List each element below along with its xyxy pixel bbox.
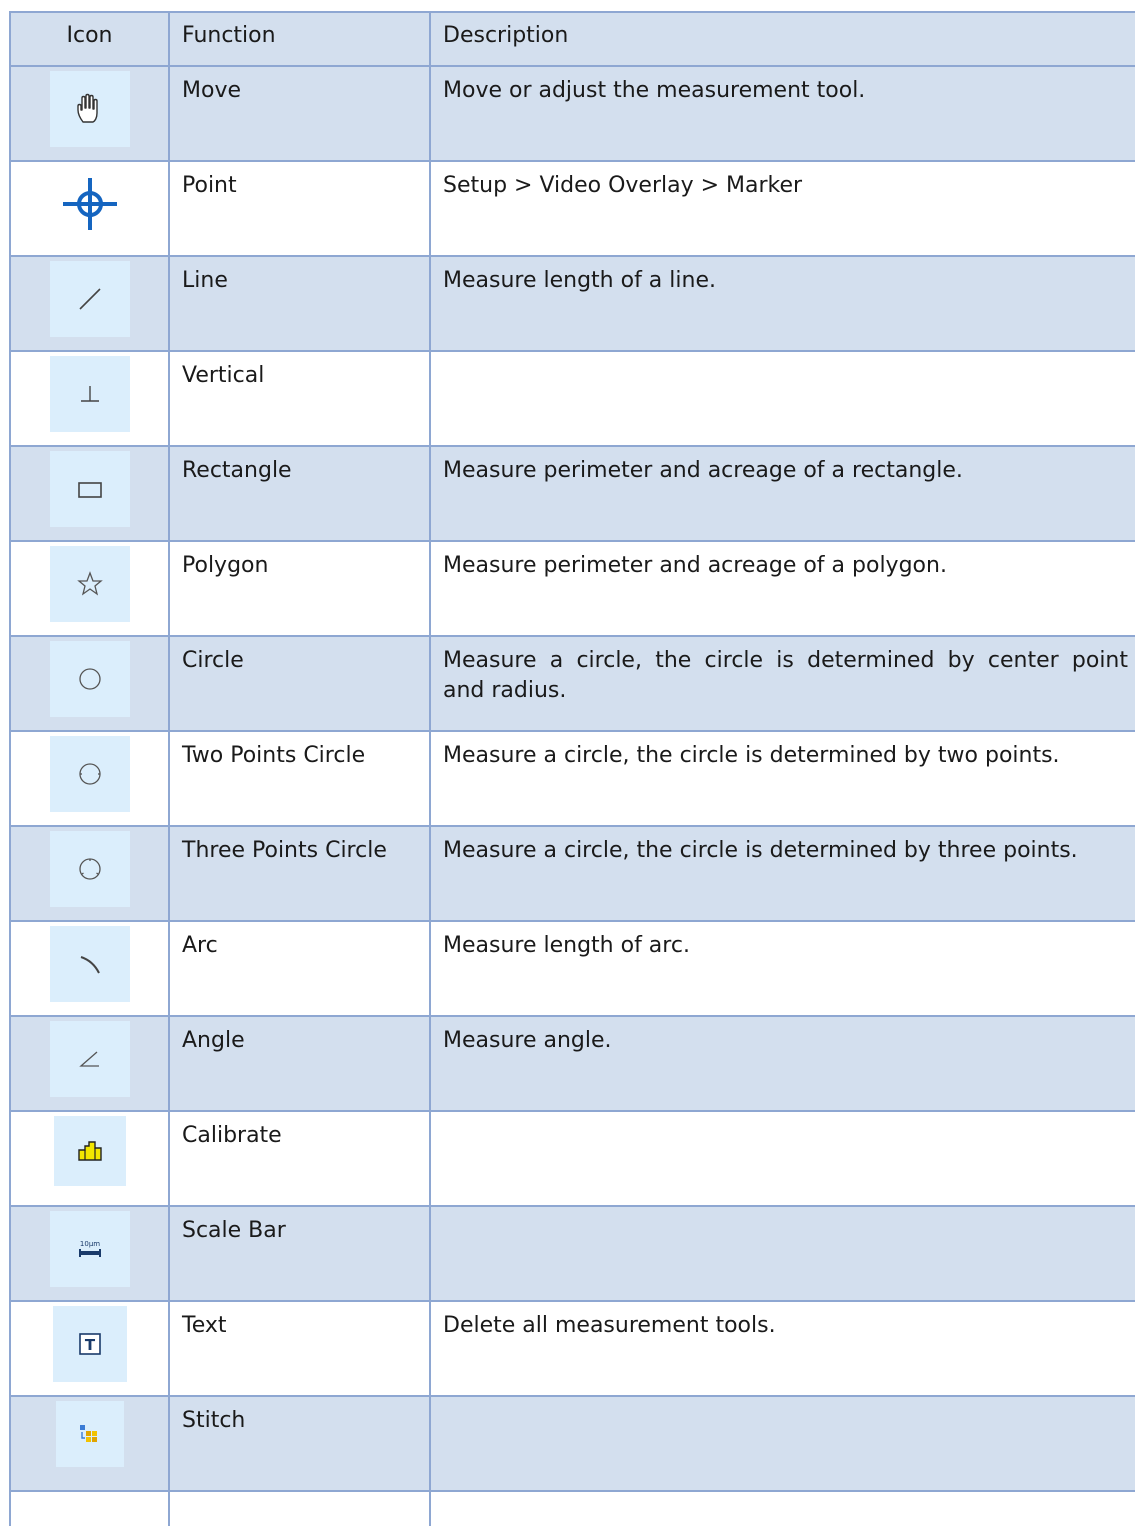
header-icon: Icon <box>10 12 169 66</box>
function-description: Move or adjust the measurement tool. <box>430 66 1135 161</box>
function-description: Measure a circle, the circle is determined by three points. <box>430 826 1135 921</box>
stitch-icon <box>56 1401 124 1467</box>
icon-cell <box>10 826 169 921</box>
icon-cell <box>10 1111 169 1206</box>
text-icon <box>53 1306 127 1382</box>
function-description: Measure perimeter and acreage of a polygon. <box>430 541 1135 636</box>
circle-icon <box>50 641 130 717</box>
function-description: Measure length of arc. <box>430 921 1135 1016</box>
function-description <box>430 351 1135 446</box>
function-name: Rectangle <box>169 446 430 541</box>
function-name: Line <box>169 256 430 351</box>
table-row <box>10 446 1135 541</box>
function-name: Angle <box>169 1016 430 1111</box>
function-name: Point <box>169 161 430 256</box>
icon-cell <box>10 1301 169 1396</box>
rectangle-icon <box>50 451 130 527</box>
calibrate-icon <box>54 1116 126 1186</box>
function-name: Polygon <box>169 541 430 636</box>
table-row-partial <box>10 1491 1135 1526</box>
function-description: Measure perimeter and acreage of a rectangle. <box>430 446 1135 541</box>
empty-cell <box>169 1491 430 1526</box>
icon-cell <box>10 256 169 351</box>
crosshair-icon <box>50 166 130 242</box>
polygon-star-icon <box>50 546 130 622</box>
function-description <box>430 1396 1135 1491</box>
function-description: Setup > Video Overlay > Marker <box>430 161 1135 256</box>
table-row <box>10 826 1135 921</box>
two-points-circle-icon <box>50 736 130 812</box>
text-icon-glyph: T <box>84 1336 95 1354</box>
table-row <box>10 1111 1135 1206</box>
table-row <box>10 1396 1135 1491</box>
function-name: Circle <box>169 636 430 731</box>
icon-cell <box>10 1396 169 1491</box>
icon-cell <box>10 66 169 161</box>
function-name: Text <box>169 1301 430 1396</box>
line-icon <box>50 261 130 337</box>
table-row <box>10 256 1135 351</box>
header-description: Description <box>430 12 1135 66</box>
icon-cell <box>10 1016 169 1111</box>
icon-cell <box>10 161 169 256</box>
function-name: Three Points Circle <box>169 826 430 921</box>
icon-cell <box>10 446 169 541</box>
table-row <box>10 731 1135 826</box>
function-description: Measure a circle, the circle is determined by two points. <box>430 731 1135 826</box>
icon-cell <box>10 636 169 731</box>
function-description <box>430 636 1135 731</box>
table-row <box>10 1301 1135 1396</box>
angle-icon <box>50 1021 130 1097</box>
hand-icon <box>50 71 130 147</box>
icon-cell <box>10 351 169 446</box>
function-description: Measure angle. <box>430 1016 1135 1111</box>
function-name: Vertical <box>169 351 430 446</box>
description-line: and radius. <box>443 678 567 703</box>
function-name: Calibrate <box>169 1111 430 1206</box>
description-line: Measure a circle, the circle is determined by center point <box>443 648 1128 673</box>
function-name: Arc <box>169 921 430 1016</box>
function-name: Move <box>169 66 430 161</box>
table-row <box>10 1206 1135 1301</box>
table-row <box>10 636 1135 731</box>
icon-cell <box>10 731 169 826</box>
scale-bar-icon <box>50 1211 130 1287</box>
function-description: Delete all measurement tools. <box>430 1301 1135 1396</box>
empty-cell <box>430 1491 1135 1526</box>
table-row <box>10 351 1135 446</box>
icon-cell <box>10 921 169 1016</box>
icon-cell <box>10 541 169 636</box>
function-description <box>430 1206 1135 1301</box>
table-row <box>10 161 1135 256</box>
icon-cell <box>10 1206 169 1301</box>
table-row <box>10 66 1135 161</box>
empty-cell <box>10 1491 169 1526</box>
perpendicular-icon <box>50 356 130 432</box>
function-name: Scale Bar <box>169 1206 430 1301</box>
function-name: Stitch <box>169 1396 430 1491</box>
function-name: Two Points Circle <box>169 731 430 826</box>
arc-icon <box>50 926 130 1002</box>
table-row <box>10 541 1135 636</box>
scale-bar-icon-text: 10μm <box>79 1240 100 1248</box>
three-points-circle-icon <box>50 831 130 907</box>
function-description <box>430 1111 1135 1206</box>
table-row <box>10 921 1135 1016</box>
table-row <box>10 1016 1135 1111</box>
measurement-tools-table <box>9 11 1135 1526</box>
header-function: Function <box>169 12 430 66</box>
function-description: Measure length of a line. <box>430 256 1135 351</box>
header-row <box>10 12 1135 66</box>
